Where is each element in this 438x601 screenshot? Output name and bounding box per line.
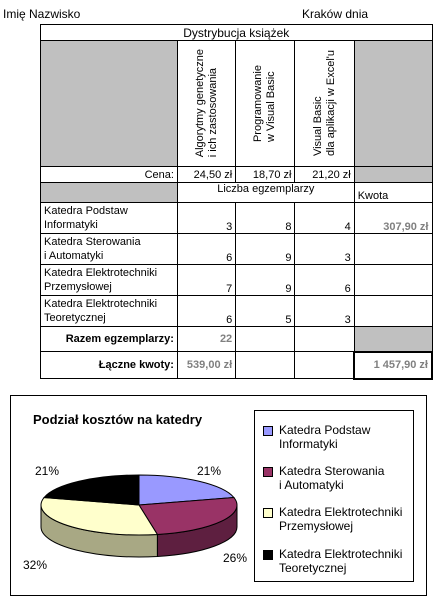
legend-label-4: Katedra Elektrotechniki Teoretycznej (279, 547, 403, 575)
cost-pie-chart (10, 395, 427, 596)
dept-name: Katedra Podstaw Informatyki (41, 203, 178, 234)
price-row-filler (354, 167, 432, 183)
table-title-row (41, 25, 433, 41)
table-row (41, 296, 433, 327)
book-header-3 (295, 41, 354, 167)
pie-label-2: 26% (223, 551, 248, 565)
legend-label-2: Katedra Sterowania i Automatyki (279, 464, 385, 492)
total-copies-filler (354, 327, 432, 352)
total-amount-all: 1 457,90 zł (354, 352, 432, 379)
total-amount-row (41, 352, 433, 379)
count-cell: 6 (177, 296, 235, 327)
total-copies-value: 22 (177, 327, 235, 352)
count-cell: 9 (236, 265, 295, 296)
dept-name: Katedra Elektrotechniki Teoretycznej (41, 296, 178, 327)
distribution-table (40, 24, 433, 380)
price-label: Cena: (41, 167, 178, 183)
dept-name: Katedra Elektrotechniki Przemysłowej (41, 265, 178, 296)
corner-cell (41, 41, 178, 167)
legend-swatch-3 (263, 508, 273, 518)
empty-cell (295, 352, 354, 379)
book-header-row (41, 41, 433, 167)
count-label: Liczba egzemplarzy (177, 183, 354, 203)
chart-legend (254, 410, 414, 582)
pie-label-4: 21% (35, 464, 60, 478)
book-title-3: Visual Basic dla aplikacji w Excel'u (311, 50, 337, 157)
legend-label-3: Katedra Elektrotechniki Przemysłowej (279, 505, 403, 533)
empty-cell (295, 327, 354, 352)
amount-cell: 307,90 zł (354, 203, 432, 234)
amount-cell (354, 296, 432, 327)
total-amount-first: 539,00 zł (177, 352, 235, 379)
count-cell: 6 (295, 265, 354, 296)
chart-title: Podział kosztów na katedry (33, 412, 203, 427)
empty-cell (236, 327, 295, 352)
amount-cell (354, 265, 432, 296)
price-1: 24,50 zł (177, 167, 235, 183)
pie-label-1: 21% (197, 464, 222, 478)
subheader-row (41, 183, 433, 203)
count-cell: 3 (295, 296, 354, 327)
legend-label-1: Katedra Podstaw Informatyki (279, 423, 371, 451)
total-copies-row (41, 327, 433, 352)
book-header-2 (236, 41, 295, 167)
price-3: 21,20 zł (295, 167, 354, 183)
table-title: Dystrybucja książek (41, 25, 433, 41)
count-cell: 4 (295, 203, 354, 234)
corner-cell-right (354, 41, 432, 167)
pie-label-3: 32% (23, 558, 48, 572)
price-2: 18,70 zł (236, 167, 295, 183)
count-cell: 3 (177, 203, 235, 234)
legend-swatch-4 (263, 550, 273, 560)
count-cell: 7 (177, 265, 235, 296)
author-name: Imię Nazwisko (3, 7, 81, 21)
total-copies-label: Razem egzemplarzy: (41, 327, 178, 352)
subheader-corner (41, 183, 178, 203)
dept-name: Katedra Sterowania i Automatyki (41, 234, 178, 265)
amount-label: Kwota (354, 183, 432, 203)
legend-swatch-2 (263, 467, 273, 477)
count-cell: 8 (236, 203, 295, 234)
table-row (41, 265, 433, 296)
legend-swatch-1 (263, 426, 273, 436)
amount-cell (354, 234, 432, 265)
table-row (41, 234, 433, 265)
place-date: Kraków dnia (302, 7, 369, 21)
empty-cell (236, 352, 295, 379)
count-cell: 5 (236, 296, 295, 327)
book-title-2: Programowanie w Visual Basic (252, 64, 278, 143)
count-cell: 6 (177, 234, 235, 265)
table-row (41, 203, 433, 234)
count-cell: 3 (295, 234, 354, 265)
count-cell: 9 (236, 234, 295, 265)
price-row (41, 167, 433, 183)
book-title-1: Algorytmy genetyczne i ich zastosowania (193, 49, 219, 158)
total-amount-label: Łączne kwoty: (41, 352, 178, 379)
book-header-1 (177, 41, 235, 167)
